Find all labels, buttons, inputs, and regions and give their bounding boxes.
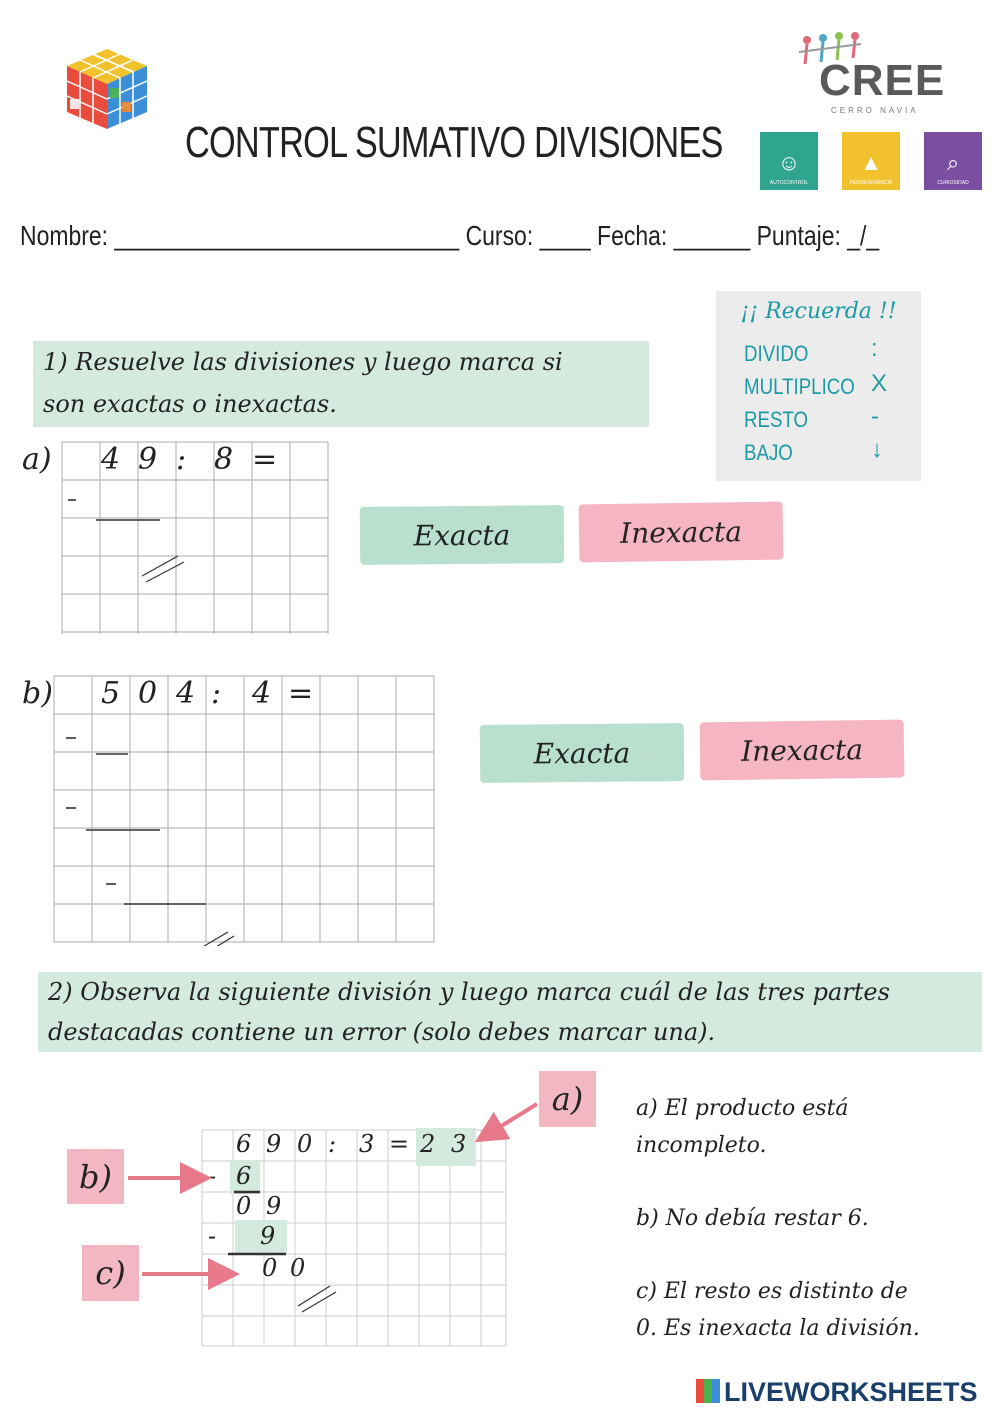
magnifier-icon: ⌕ (946, 150, 960, 175)
example-digit: 0 (297, 1130, 313, 1158)
item-a-label: a) (22, 442, 52, 477)
rubiks-cube-icon (62, 44, 152, 134)
minus-sign: - (208, 1162, 217, 1190)
grid-b[interactable] (52, 674, 438, 946)
answer-a: a) El producto está incompleto. (636, 1096, 849, 1158)
liveworksheets-brand: LIVEWORKSHEETS (696, 1377, 978, 1408)
cree-logo (795, 30, 955, 125)
recuerda-symbol: ↓ (871, 436, 883, 463)
example-digit: 0 (236, 1192, 252, 1220)
digit: = (252, 442, 278, 477)
tag-b-button[interactable]: b) (67, 1149, 124, 1204)
recuerda-title: ¡¡ Recuerda !! (740, 299, 897, 324)
tag-a-button[interactable]: a) (539, 1071, 596, 1127)
recuerda-word: MULTIPLICO (744, 374, 855, 399)
badge-curiosidad: ⌕ CURIOSIDAD (924, 132, 982, 190)
example-digit: 6 (236, 1162, 252, 1190)
lwa-icon (696, 1379, 720, 1403)
recuerda-symbol: : (871, 335, 878, 362)
instruction-1: 1) Resuelve las divisiones y luego marca si son exactas o inexactas. (33, 341, 649, 427)
head-icon: ☺ (777, 150, 801, 175)
recuerda-box (716, 291, 921, 481)
puntaje-field[interactable]: Puntaje: _/_ (756, 220, 880, 251)
b-exacta-button[interactable]: Exacta (480, 723, 684, 783)
nombre-field[interactable]: Nombre: ___________________________ (20, 220, 460, 251)
recuerda-symbol: X (871, 370, 888, 397)
badge-perseverancia: ▲ PERSEVERANCIA (842, 132, 900, 190)
a-exacta-button[interactable]: Exacta (360, 505, 564, 565)
digit: 4 (252, 676, 272, 711)
digit: : (176, 442, 187, 477)
example-digit: 2 (420, 1130, 436, 1158)
example-digit: 3 (359, 1130, 375, 1158)
recuerda-word: BAJO (744, 440, 793, 465)
student-fields (20, 220, 879, 252)
a-inexacta-button[interactable]: Inexacta (579, 502, 784, 563)
answer-c: c) El resto es distinto de 0. Es inexacta la división. (636, 1279, 920, 1341)
item-b-label: b) (22, 676, 53, 711)
logo-name: CREE (819, 56, 946, 105)
b-inexacta-button[interactable]: Inexacta (700, 720, 905, 781)
digit: 8 (214, 442, 234, 477)
digit: 5 (101, 676, 121, 711)
example-digit: = (389, 1130, 410, 1158)
example-digit: : (328, 1130, 337, 1158)
curso-field[interactable]: Curso: ____ (465, 220, 591, 251)
recuerda-word: DIVIDO (744, 341, 809, 366)
tag-c-button[interactable]: c) (82, 1245, 139, 1301)
recuerda-word: RESTO (744, 407, 809, 432)
digit: 4 (176, 676, 196, 711)
example-digit: 6 (236, 1130, 252, 1158)
recuerda-symbol: - (871, 403, 879, 430)
minus-sign: - (208, 1222, 217, 1250)
example-digit: 9 (260, 1222, 276, 1250)
digit: = (288, 676, 314, 711)
mountain-icon: ▲ (860, 150, 882, 175)
digit: 4 (101, 442, 121, 477)
example-digit: 9 (266, 1192, 282, 1220)
logo-subtitle: CERRO NAVIA (831, 106, 919, 115)
example-digit: 0 (262, 1254, 278, 1282)
arrow-a-icon (485, 1104, 537, 1136)
example-digit: 9 (266, 1130, 282, 1158)
badge-autocontrol: ☺ AUTOCONTROL (760, 132, 818, 190)
page-title: CONTROL SUMATIVO DIVISIONES (185, 118, 723, 167)
example-digit: 3 (451, 1130, 467, 1158)
answer-b: b) No debía restar 6. (636, 1206, 869, 1231)
digit: 0 (138, 676, 158, 711)
arrows (0, 1090, 560, 1290)
digit: : (211, 676, 222, 711)
example-digit: 0 (290, 1254, 306, 1282)
instruction-2: 2) Observa la siguiente división y luego marca cuál de las tres partes destacadas contiene un error (solo debes marcar una). (38, 972, 982, 1052)
fecha-field[interactable]: Fecha: ______ (597, 220, 751, 251)
digit: 9 (138, 442, 158, 477)
